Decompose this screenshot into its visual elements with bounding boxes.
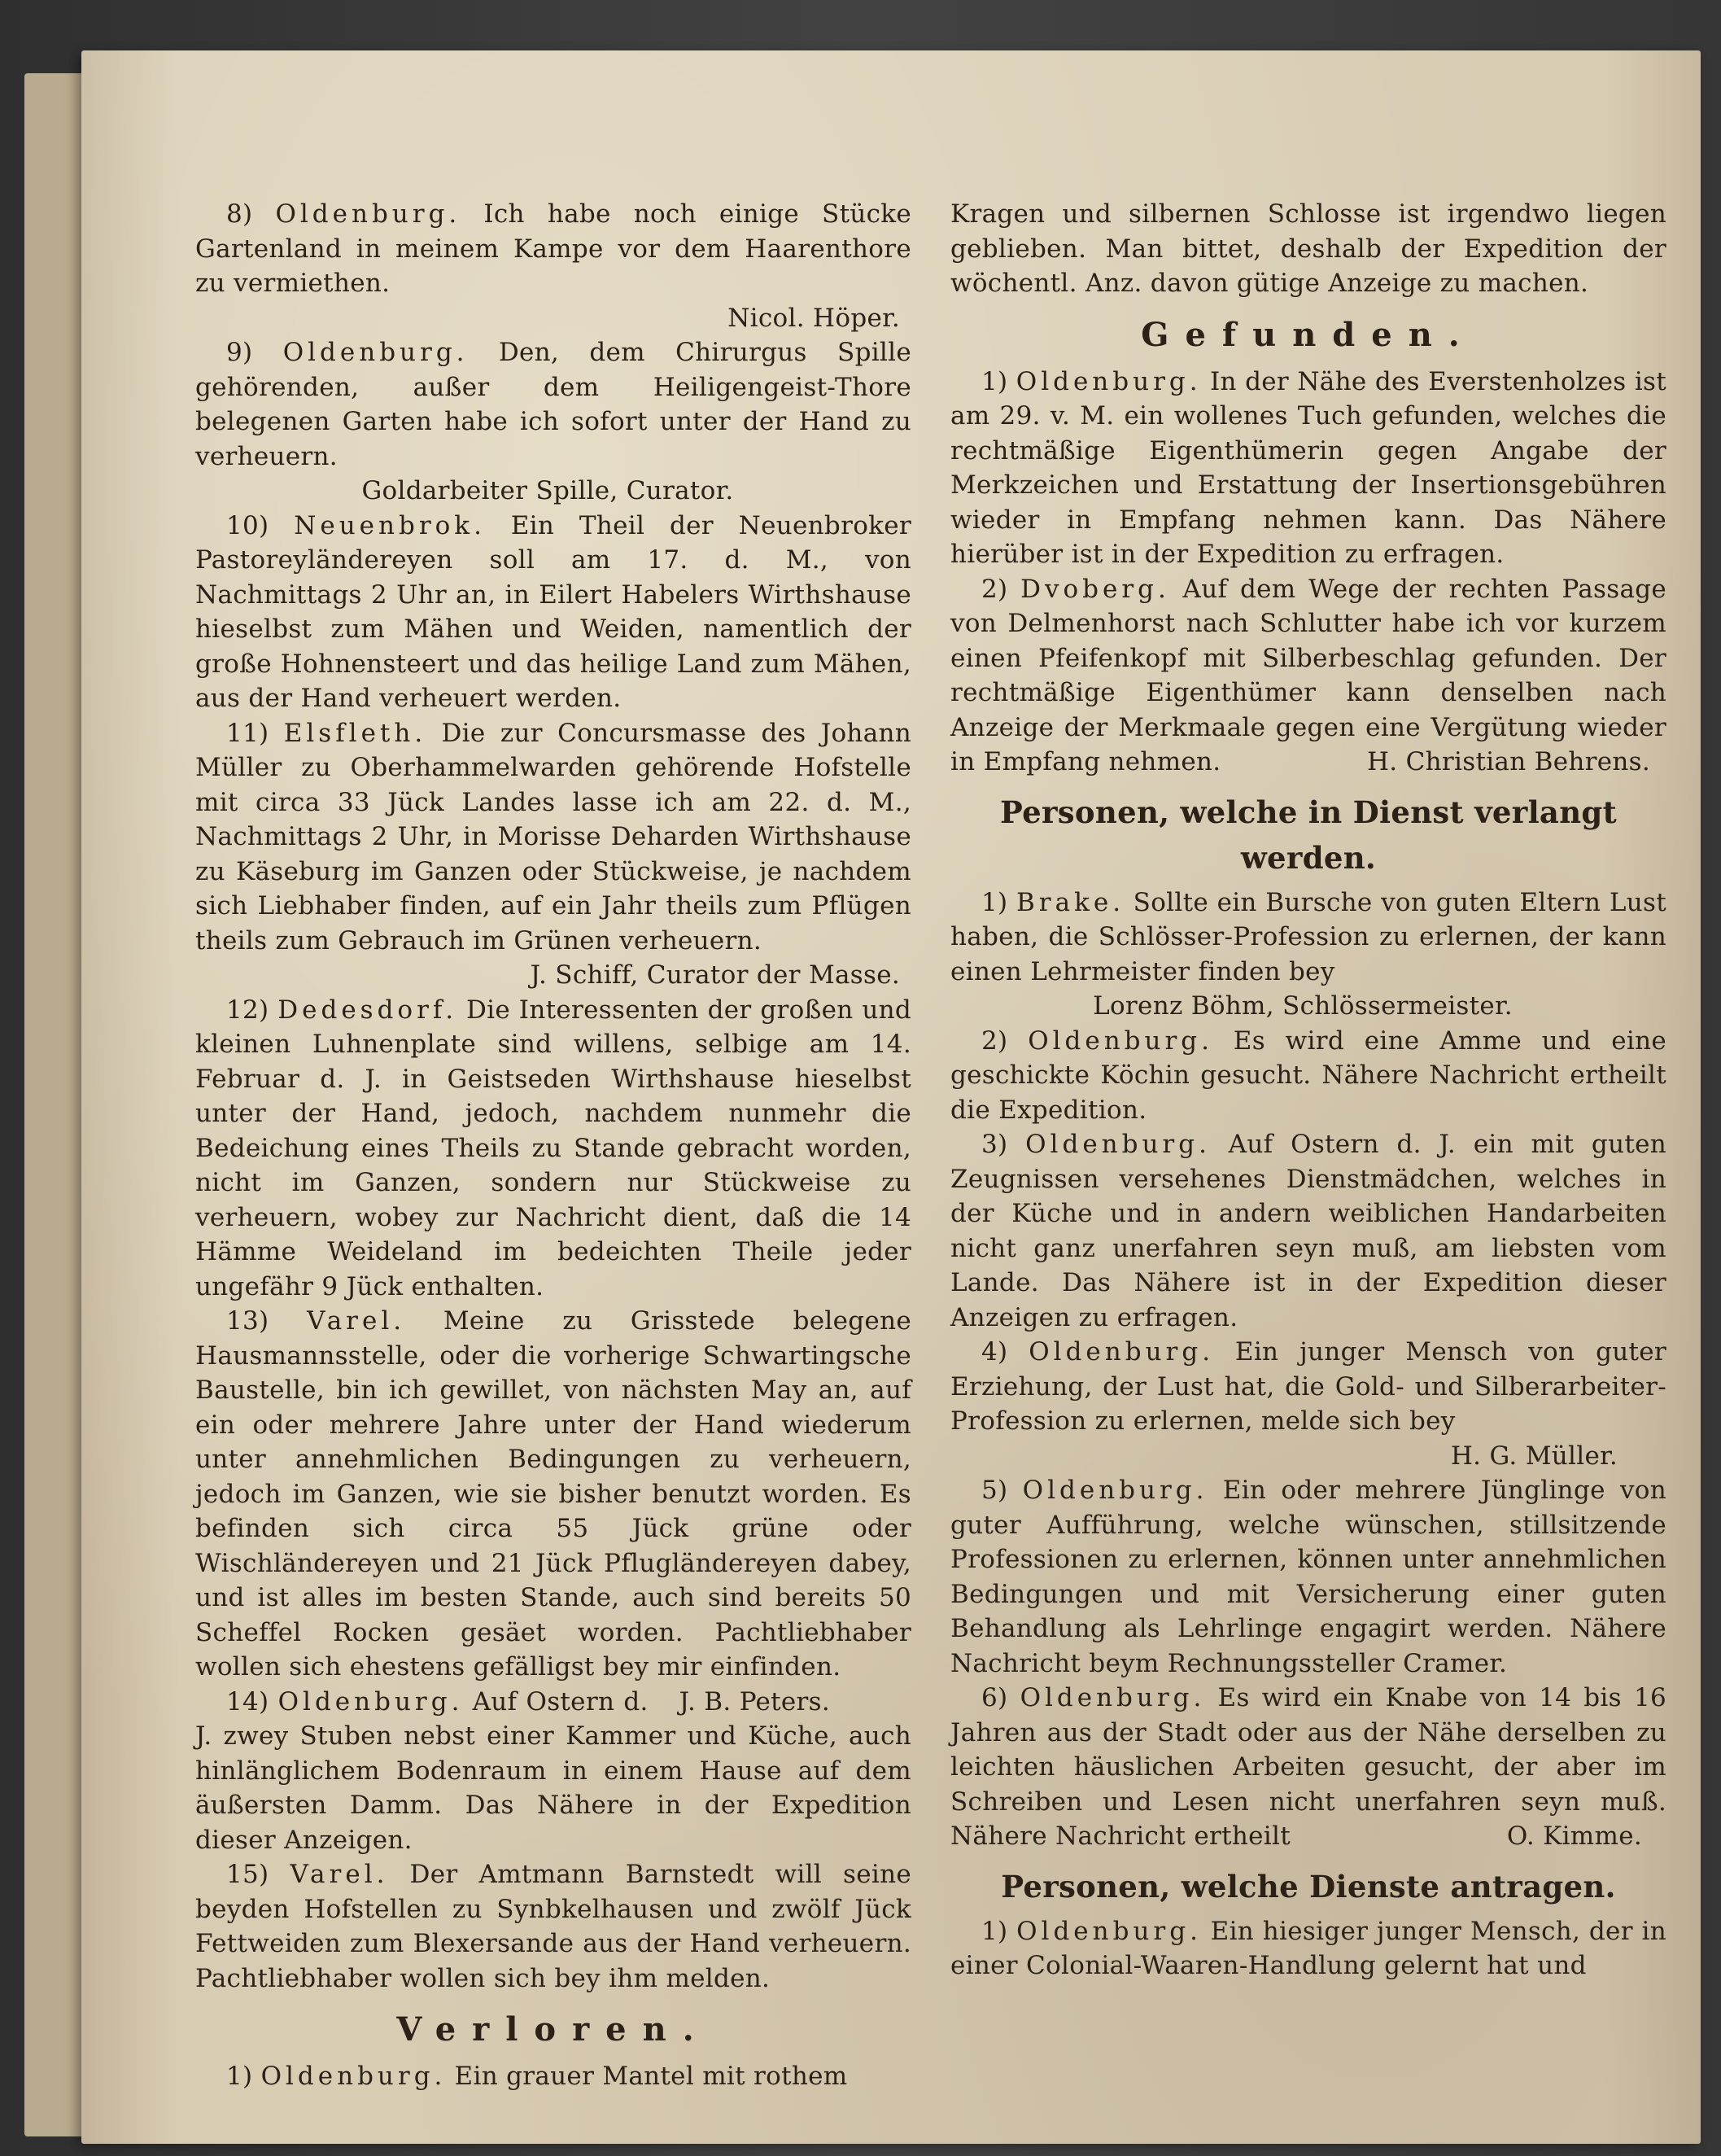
newspaper-page [81, 50, 1701, 2144]
notice-place: Oldenburg. [1016, 366, 1202, 396]
dienst-notice-2 [950, 1024, 1666, 1128]
notice-text: Auf Ostern d. J. ein mit guten Zeugnissen versehenes Dienstmädchen, welches in der Küche und in andern weiblichen Handarbeiten nicht ganz unerfahren seyn muß, am liebsten vom Lande. Das Nähere ist in der Expedition dieser Anzeigen zu erfragen. [950, 1130, 1667, 1332]
notice-text: Ich habe noch einige Stücke Gartenland in meinem Kampe vor dem Haarenthore zu vermiethen. [195, 199, 912, 298]
left-column [195, 197, 911, 2094]
notice-signature: J. Schiff, Curator der Masse. [530, 960, 900, 990]
notice-signature: Lorenz Böhm, Schlössermeister. [1093, 991, 1513, 1021]
notice-10 [195, 509, 911, 716]
notice-number: 2) [981, 1026, 1008, 1056]
notice-12 [195, 993, 911, 1305]
notice-signature: Nicol. Höper. [727, 303, 900, 333]
notice-signature: H. G. Müller. [1450, 1441, 1618, 1471]
notice-body [195, 2059, 911, 2094]
verloren-continuation: Kragen und silbernen Schlosse ist irgendwo liegen geblieben. Man bittet, deshalb der Expedition der wöchentl. Anz. davon gütige Anzeige zu machen. [950, 199, 1666, 298]
antragen-notice-1 [950, 1914, 1666, 1983]
notice-signature: Goldarbeiter Spille, Curator. [361, 476, 734, 505]
section-heading-dienst-verlangt: Personen, welche in Dienst verlangt werden. [1000, 794, 1617, 876]
notice-signature: H. Christian Behrens. [1366, 747, 1650, 776]
notice-place: Oldenburg. [277, 1686, 464, 1716]
notice-text: Die zur Concursmasse des Johann Müller zu Oberhammelwarden gehörende Hofstelle mit circa 33 Jück Landes lasse ich am 22. d. M., Nachmittags 2 Uhr, in Morisse Deharden Wirthshause zu Käseburg im Ganzen oder Stückweise, je nachdem sich Liebhaber finden, auf ein Jahr theils zum Pflügen theils zum Gebrauch im Grünen verheuern. [195, 718, 912, 956]
notice-place: Elsfleth. [283, 718, 427, 748]
verloren-notice-1 [195, 2059, 911, 2094]
notice-text: Ein hiesiger junger Mensch, der in einer Colonial-Waaren-Handlung gelernt hat und [950, 1916, 1666, 1980]
section-heading-verloren: Verloren. [396, 2010, 710, 2049]
dienst-notice-3 [950, 1127, 1666, 1335]
notice-signature: O. Kimme. [1506, 1821, 1642, 1851]
notice-body [950, 1473, 1666, 1681]
notice-place: Oldenburg. [275, 199, 461, 229]
notice-place: Dedesdorf. [277, 995, 458, 1025]
notice-place: Dvoberg. [1020, 574, 1170, 604]
notice-11 [195, 716, 911, 993]
notice-body [950, 1914, 1666, 1983]
notice-body [195, 993, 911, 1305]
notice-body [950, 1335, 1666, 1439]
notice-body [195, 197, 911, 301]
notice-number: 5) [981, 1476, 1008, 1505]
dienst-notice-4 [950, 1335, 1666, 1473]
notice-number: 1) [981, 887, 1008, 917]
notice-place: Oldenburg. [282, 338, 469, 367]
dienst-notice-1 [950, 886, 1666, 1024]
notice-9 [195, 335, 911, 509]
notice-body [950, 886, 1666, 990]
notice-number: 4) [981, 1337, 1008, 1367]
notice-body [195, 716, 911, 959]
notice-text: Auf dem Wege der rechten Passage von Delmenhorst nach Schlutter habe ich vor kurzem einen Pfeifenkopf mit Silberbeschlag gefunden. Der rechtmäßige Eigenthümer kann denselben nach Anzeige der Merkmaale gegen eine Vergütung wieder in Empfang nehmen. [950, 574, 1667, 776]
notice-body [950, 1024, 1666, 1128]
notice-number: 15) [226, 1860, 269, 1889]
gefunden-notice-1 [950, 365, 1666, 572]
notice-text: Ein oder mehrere Jünglinge von guter Aufführung, welche wünschen, stillsitzende Professionen zu erlernen, können unter annehmlichen Bedingungen und mit Versicherung einer guten Behandlung als Lehrlinge engagirt werden. Nähere Nachricht beym Rechnungssteller Cramer. [950, 1476, 1667, 1678]
notice-place: Neuenbrok. [294, 510, 486, 540]
notice-number: 14) [226, 1686, 269, 1716]
notice-signature: J. B. Peters. [679, 1686, 830, 1716]
right-column [950, 197, 1666, 1983]
notice-text: Ein Theil der Neuenbroker Pastoreyländereyen soll am 17. d. M., von Nachmittags 2 Uhr an, in Eilert Habelers Wirthshause hieselbst zum Mähen und Weiden, namentlich der große Hohnensteert und das heilige Land zum Mähen, aus der Hand verheuert werden. [195, 510, 912, 713]
notice-15 [195, 1857, 911, 1996]
dienst-notice-6 [950, 1681, 1666, 1854]
notice-place: Brake. [1016, 887, 1125, 917]
notice-number: 11) [226, 718, 269, 748]
notice-number: 10) [226, 510, 269, 540]
notice-text: In der Nähe des Everstenholzes ist am 29. v. M. ein wollenes Tuch gefunden, welches die rechtmäßige Eigenthümerin gegen Angabe der Merkzeichen und Erstattung der Insertionsgebühren wieder in Empfang nehmen kann. Das Nähere hierüber ist in der Expedition zu erfragen. [950, 366, 1667, 569]
notice-number: 1) [226, 2062, 253, 2091]
section-heading-dienste-antragen: Personen, welche Dienste antragen. [1001, 1868, 1616, 1905]
notice-body [950, 572, 1666, 780]
notice-number: 1) [981, 1916, 1008, 1946]
section-heading-gefunden: Gefunden. [1141, 315, 1476, 354]
notice-text: Den, dem Chirurgus Spille gehörenden, außer dem Heiligengeist-Thore belegenen Garten habe ich sofort unter der Hand zu verheuern. [195, 338, 911, 471]
notice-text: Sollte ein Bursche von guten Eltern Lust haben, die Schlösser-Profession zu erlernen, der kann einen Lehrmeister finden bey [950, 887, 1666, 986]
notice-number: 9) [226, 338, 253, 367]
notice-place: Oldenburg. [1029, 1337, 1215, 1367]
notice-number: 12) [226, 995, 269, 1025]
notice-place: Oldenburg. [1020, 1683, 1206, 1712]
notice-place: Oldenburg. [1016, 1916, 1202, 1946]
notice-body [950, 1127, 1666, 1335]
notice-body [195, 1857, 911, 1996]
notice-body [950, 365, 1666, 572]
notice-body [195, 335, 911, 474]
notice-text: Ein grauer Mantel mit rothem [454, 2062, 848, 2091]
notice-number: 13) [226, 1306, 269, 1336]
gefunden-notice-2 [950, 572, 1666, 780]
notice-number: 6) [981, 1683, 1008, 1712]
notice-text: Meine zu Grisstede belegene Hausmannsstelle, oder die vorherige Schwartingsche Baustelle, bin ich gewillet, von nächsten May an, auf ein oder mehrere Jahre unter der Hand wiederum unter annehmlichen Bedingungen zu verheuern, jedoch im Ganzen, wie sie bisher benutzt worden. Es befinden sich circa 55 Jück grüne oder Wischländereyen und 21 Jück Pflugländereyen dabey, und ist alles im besten Stande, auch sind bereits 50 Scheffel Rocken gesäet worden. Pachtliebhaber wollen sich ehestens gefälligst bey mir einfinden. [195, 1306, 911, 1682]
notice-place: Oldenburg. [1028, 1026, 1213, 1056]
notice-text: Die Interessenten der großen und kleinen Luhnenplate sind willens, selbige am 14. Februar d. J. in Geistseden Wirthshause hieselbst unter der Hand, jedoch, nachdem nunmehr die Bedeichung eines Theils zu Stande gebracht worden, nicht im Ganzen, sondern nur Stückweise zu verheuern, wobey zur Nachricht dient, daß die 14 Hämme Weideland im bedeichten Theile jeder ungefähr 9 Jück enthalten. [195, 995, 911, 1301]
notice-text: Es wird eine Amme und eine geschickte Köchin gesucht. Nähere Nachricht ertheilt die Expedition. [950, 1026, 1666, 1125]
dienst-notice-5 [950, 1473, 1666, 1681]
notice-body [950, 1681, 1666, 1854]
notice-body [195, 509, 911, 716]
notice-number: 2) [981, 574, 1008, 604]
notice-place: Oldenburg. [1022, 1476, 1208, 1505]
notice-number: 3) [981, 1130, 1008, 1159]
notice-place: Varel. [290, 1860, 389, 1889]
notice-number: 1) [981, 366, 1008, 396]
notice-text: Es wird ein Knabe von 14 bis 16 Jahren aus der Stadt oder aus der Nähe derselben zu leichten häuslichen Arbeiten gesucht, der aber im Schreiben und Lesen nicht unerfahren seyn muß. Nähere Nachricht ertheilt [950, 1683, 1667, 1851]
notice-text: Auf Ostern d. J. zwey Stuben nebst einer Kammer und Küche, auch hinlänglichem Bodenraum in einem Hause auf dem äußersten Damm. Das Nähere in der Expedition dieser Anzeigen. [195, 1686, 911, 1855]
notice-place: Varel. [307, 1306, 406, 1336]
notice-place: Oldenburg. [1025, 1130, 1211, 1159]
notice-text: Der Amtmann Barnstedt will seine beyden Hofstellen zu Synbkelhausen und zwölf Jück Fettweiden zum Blexersande aus der Hand verheuern. Pachtliebhaber wollen sich bey ihm melden. [195, 1860, 912, 1993]
notice-8 [195, 197, 911, 335]
notice-text: Ein junger Mensch von guter Erziehung, der Lust hat, die Gold- und Silberarbeiter-Profession zu erlernen, melde sich bey [950, 1337, 1666, 1436]
notice-number: 8) [226, 199, 253, 229]
notice-place: Oldenburg. [260, 2062, 447, 2091]
